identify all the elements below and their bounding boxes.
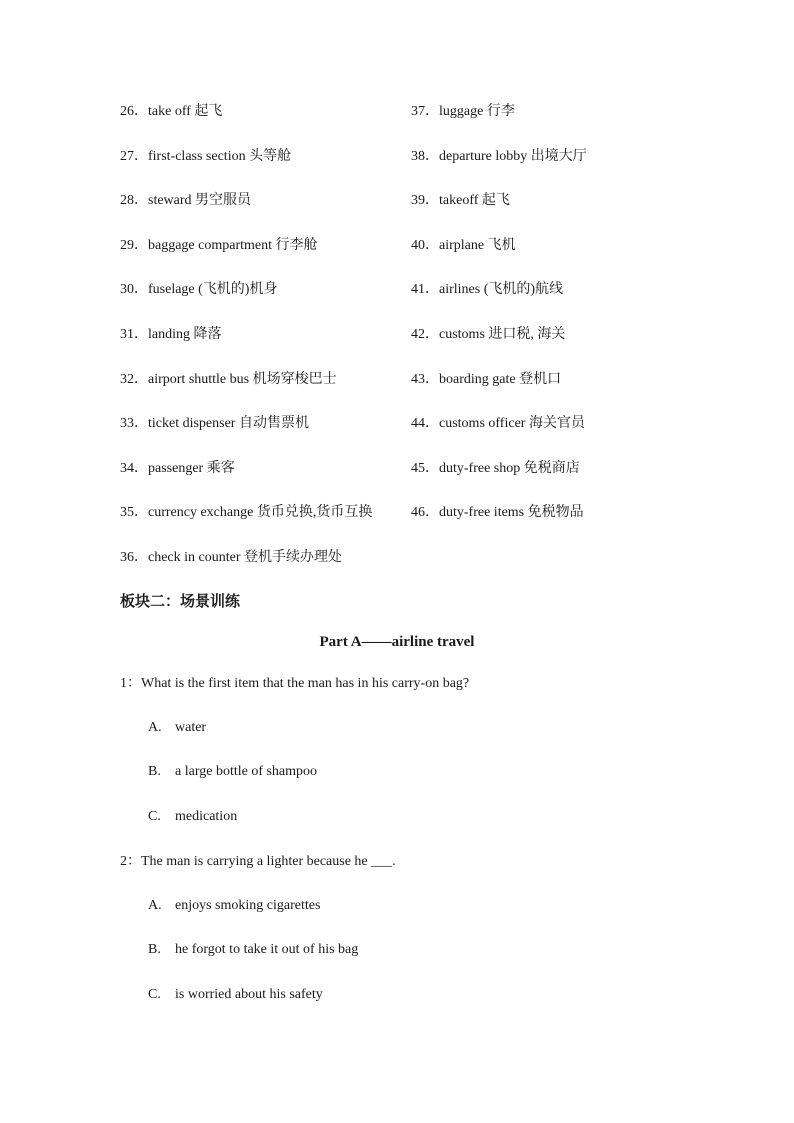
vocab-item: 26．take off 起飞 [120,104,223,119]
vocab-item: 44．customs officer 海关官员 [411,416,585,432]
question-2-option-c [148,984,323,1006]
vocab-row [120,235,680,280]
vocab-item: 41．airlines (飞机的)航线 [411,282,564,298]
vocab-row [120,547,680,592]
question-1-option-a [148,717,206,739]
vocab-item: 37．luggage 行李 [411,104,515,119]
vocab-row [120,502,680,547]
question-1: 1：What is the first item that the man has in his carry-on bag? [120,676,470,691]
vocab-item: 34．passenger 乘客 [120,460,235,476]
vocab-item: 43．boarding gate 登机口 [411,371,562,387]
vocab-row [120,101,680,146]
vocab-item: 32．airport shuttle bus 机场穿梭巴士 [120,371,337,387]
vocab-item: 33．ticket dispenser 自动售票机 [120,416,309,432]
vocab-item: 42．customs 进口税, 海关 [411,326,566,342]
option-letter: C. [148,987,161,1002]
vocab-item: 40．airplane 飞机 [411,237,516,253]
option-text: medication [175,809,238,824]
option-text: a large bottle of shampoo [175,764,318,779]
vocab-item: 39．takeoff 起飞 [411,193,510,209]
option-letter: A. [148,720,162,735]
option-text: he forgot to take it out of his bag [175,942,359,957]
vocab-item: 46．duty-free items 免税物品 [411,505,584,521]
vocab-row [120,458,680,503]
option-text: is worried about his safety [175,987,323,1002]
vocab-row [120,369,680,414]
question-1-option-c [148,806,237,828]
vocab-row [120,413,680,458]
question-1-option-b [148,761,317,783]
vocab-row [120,324,680,369]
vocab-item: 28．steward 男空服员 [120,193,252,209]
vocab-row [120,279,680,324]
vocab-row [120,190,680,235]
option-letter: A. [148,898,162,913]
vocab-row [120,146,680,191]
vocab-item: 45．duty-free shop 免税商店 [411,460,580,476]
question-2: 2：The man is carrying a lighter because he ___. [120,854,396,869]
option-text: water [175,720,207,735]
question-2-option-b [148,939,358,961]
vocabulary-list [120,101,680,592]
part-title: Part A——airline travel [319,634,475,650]
option-letter: B. [148,764,161,779]
section-heading: 板块二：场景训练 [120,592,241,610]
vocab-item: 36．check in counter 登机手续办理处 [120,549,343,565]
vocab-item: 38．departure lobby 出境大厅 [411,148,587,164]
vocab-item: 29．baggage compartment 行李舱 [120,237,318,253]
vocab-item: 31．landing 降落 [120,326,222,342]
option-letter: B. [148,942,161,957]
option-text: enjoys smoking cigarettes [175,898,321,913]
question-2-option-a [148,895,320,917]
vocab-item: 27．first-class section 头等舱 [120,148,292,164]
vocab-item: 30．fuselage (飞机的)机身 [120,282,278,298]
vocab-item: 35．currency exchange 货币兑换,货币互换 [120,505,373,521]
option-letter: C. [148,809,161,824]
